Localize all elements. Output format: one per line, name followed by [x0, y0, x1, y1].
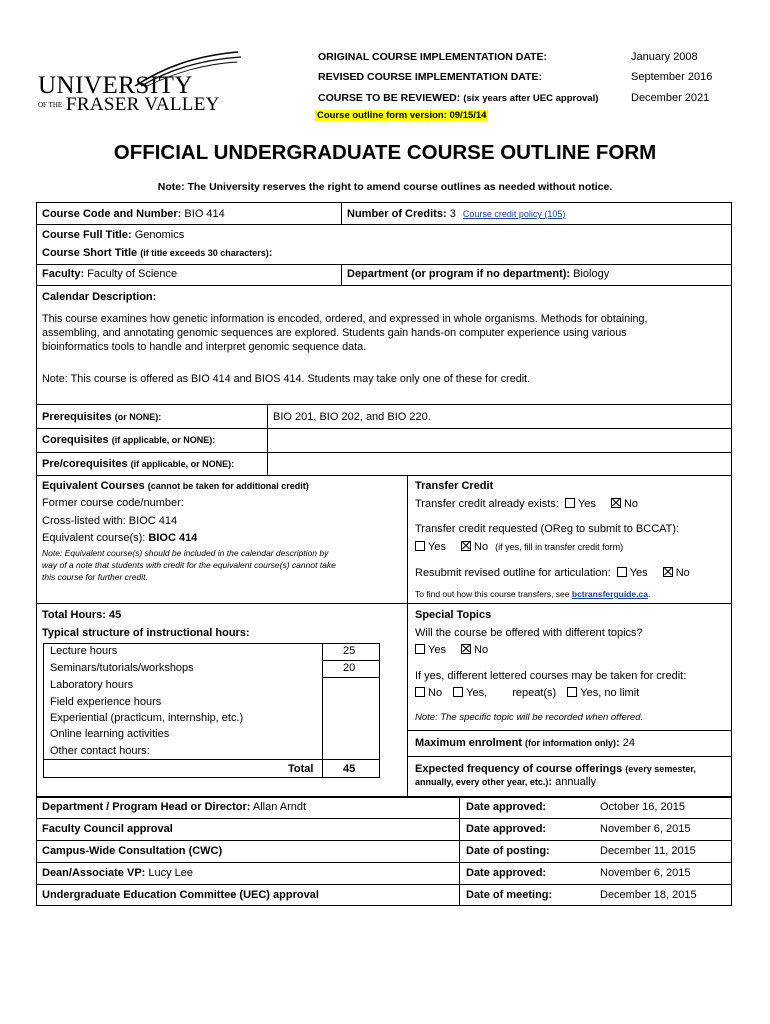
course-code-field	[42, 208, 225, 220]
lettered-yes-label: Yes,	[466, 687, 488, 699]
frequency-note-2: annually, every other year, etc.)	[415, 777, 549, 787]
transfer-guide-row	[415, 589, 650, 599]
transfer-guide-text: To find out how this course transfers, see	[415, 589, 570, 599]
transfer-requested-note: (if yes, fill in transfer credit form)	[495, 542, 624, 552]
department-field	[347, 268, 609, 280]
approval-dept-value: Allan Arndt	[252, 801, 307, 813]
resubmit-no-label: No	[675, 567, 690, 579]
special-yes-label: Yes	[428, 644, 446, 656]
lettered-nolimit-label: Yes, no limit	[580, 687, 640, 699]
hours-row-seminars: Seminars/tutorials/workshops	[50, 662, 194, 674]
calendar-line-2: assembling, and annotating genomic sequences are explored. Students gain hands-on computer experience using various	[42, 327, 627, 339]
transfer-exists-yes-label: Yes	[577, 498, 596, 510]
transfer-exists-no-label: No	[623, 498, 639, 510]
transfer-requested-no-checkbox[interactable]	[461, 541, 471, 551]
frequency-value: annually	[555, 776, 597, 788]
short-title-note: (if title exceeds 30 characters)	[140, 248, 269, 258]
calendar-line-1: This course examines how genetic information is encoded, ordered, and expressed in whole organisms. Methods for obtaining,	[42, 313, 648, 325]
cross-listed: Cross-listed with: BIOC 414	[42, 515, 178, 527]
total-hours-label: Total Hours:	[42, 609, 106, 621]
calendar-description-label: Calendar Description:	[42, 291, 157, 303]
resubmit-no-checkbox[interactable]	[663, 567, 673, 577]
hours-structure-label: Typical structure of instructional hours:	[42, 627, 250, 639]
transfer-credit-label: Transfer Credit	[415, 480, 494, 492]
prerequisites-value: BIO 201, BIO 202, and BIO 220.	[273, 411, 431, 423]
course-code-label: Course Code and Number:	[42, 208, 182, 220]
hours-row-lecture: Lecture hours	[50, 645, 118, 657]
approval-dean-label: Dean/Associate VP:	[42, 867, 146, 879]
lettered-courses-label: If yes, different lettered courses may be taken for credit:	[415, 670, 687, 682]
calendar-line-3: bioinformatics tools to handle and interpret genomic sequence data.	[42, 341, 367, 353]
max-enrolment-value: 24	[622, 737, 636, 749]
approval-faculty-label: Faculty Council approval	[42, 823, 173, 835]
special-no-checkbox[interactable]	[461, 644, 471, 654]
transfer-requested-yes-label: Yes	[428, 541, 446, 553]
bctransferguide-link[interactable]: bctransferguide.ca	[571, 589, 648, 599]
course-code-value: BIO 414	[184, 208, 225, 220]
short-title-label: Course Short Title	[42, 247, 138, 259]
resubmit-row	[415, 567, 690, 579]
full-title-value: Genomics	[134, 229, 185, 241]
lettered-no-checkbox[interactable]	[415, 687, 425, 697]
special-yes-checkbox[interactable]	[415, 644, 425, 654]
university-logo	[38, 48, 243, 118]
transfer-exists-label: Transfer credit already exists:	[415, 498, 559, 510]
max-enrolment-note: (for information only)	[525, 738, 617, 748]
equivalent-course-value: BIOC 414	[148, 532, 198, 544]
form-version: Course outline form version: 09/15/14	[317, 110, 487, 121]
approval-dept-date-value: October 16, 2015	[600, 801, 686, 813]
approval-row-department	[42, 801, 306, 813]
hours-row-experiential: Experiential (practicum, internship, etc.)	[50, 712, 244, 724]
page-title: OFFICIAL UNDERGRADUATE COURSE OUTLINE FORM	[113, 141, 657, 164]
original-date-value: January 2008	[631, 51, 698, 63]
department-label: Department (or program if no department):	[347, 268, 571, 280]
precorequisites-label	[42, 458, 234, 470]
approval-dean-date-value: November 6, 2015	[600, 867, 691, 879]
hours-value-lecture: 25	[343, 645, 356, 657]
equivalent-note-2: way of a note that students with credit for the equivalent course(s) cannot take	[42, 560, 336, 570]
coreq-label-text: Corequisites	[42, 434, 109, 446]
special-topics-question: Will the course be offered with different topics?	[415, 627, 643, 639]
hours-value-seminars: 20	[343, 662, 356, 674]
credits-label: Number of Credits:	[347, 208, 447, 220]
review-date-value: December 2021	[631, 92, 710, 104]
hours-row-laboratory: Laboratory hours	[50, 679, 134, 691]
logo-university-text: UNIVERSITY	[38, 72, 193, 99]
frequency-colon: :	[548, 776, 553, 788]
lettered-no-label: No	[428, 687, 443, 699]
credit-policy-link[interactable]: Course credit policy (105)	[462, 209, 566, 219]
transfer-exists-no-checkbox[interactable]	[611, 498, 621, 508]
special-topics-note: Note: The specific topic will be recorded when offered.	[415, 712, 644, 723]
hours-row-other: Other contact hours:	[50, 745, 150, 757]
review-date-label: COURSE TO BE REVIEWED:	[318, 92, 461, 104]
full-title-label: Course Full Title:	[42, 229, 132, 241]
frequency-field-line1	[415, 763, 696, 775]
faculty-value: Faculty of Science	[87, 268, 178, 280]
lettered-courses-row	[415, 687, 639, 699]
prerequisites-label	[42, 411, 161, 423]
frequency-note: (every semester,	[625, 764, 696, 774]
approval-row-dean	[42, 867, 193, 879]
former-course-code: Former course code/number:	[42, 497, 184, 509]
total-hours-field	[42, 609, 121, 621]
approval-uec-date-value: December 18, 2015	[600, 889, 697, 901]
prereq-label-text: Prerequisites	[42, 411, 112, 423]
coreq-label-note: (if applicable, or NONE):	[111, 435, 216, 445]
short-title-field	[42, 247, 272, 259]
approval-uec-date-label: Date of meeting:	[466, 889, 553, 901]
lettered-repeat-label: repeat(s)	[512, 687, 557, 699]
transfer-exists-yes-checkbox[interactable]	[565, 498, 575, 508]
logo-fraser-valley-text: FRASER VALLEY	[66, 94, 220, 115]
special-no-label: No	[474, 644, 489, 656]
equivalent-note-3: this course for further credit.	[42, 572, 148, 582]
credits-field	[347, 208, 565, 220]
equivalent-courses-label	[42, 480, 309, 492]
approval-faculty-date-value: November 6, 2015	[600, 823, 691, 835]
transfer-exists-row	[415, 498, 638, 510]
transfer-requested-row	[415, 541, 623, 553]
approval-uec-label: Undergraduate Education Committee (UEC) approval	[42, 889, 319, 901]
total-hours-value: 45	[109, 609, 122, 621]
equivalent-course-label: Equivalent course(s):	[42, 532, 146, 544]
prereq-label-note: (or NONE):	[114, 412, 162, 422]
review-date-row	[318, 92, 598, 104]
frequency-label: Expected frequency of course offerings	[415, 763, 623, 775]
short-title-colon: :	[268, 247, 273, 259]
max-enrolment-field	[415, 737, 635, 749]
amend-note: Note: The University reserves the right to amend course outlines as needed without notice.	[157, 181, 613, 193]
max-enrolment-colon: :	[616, 737, 620, 749]
resubmit-yes-label: Yes	[629, 567, 648, 579]
equivalent-label-note: (cannot be taken for additional credit)	[147, 481, 309, 491]
approval-cwc-date-label: Date of posting:	[466, 845, 550, 857]
calendar-note: Note: This course is offered as BIO 414 and BIOS 414. Students may take only one of these for credit.	[42, 373, 531, 385]
review-date-note: (six years after UEC approval)	[463, 93, 599, 104]
approval-cwc-label: Campus-Wide Consultation (CWC)	[42, 845, 223, 857]
resubmit-yes-checkbox[interactable]	[617, 567, 627, 577]
department-value: Biology	[573, 268, 610, 280]
equivalent-note-1: Note: Equivalent course(s) should be included in the calendar description by	[42, 548, 329, 558]
hours-row-field: Field experience hours	[50, 696, 162, 708]
original-date-label: ORIGINAL COURSE IMPLEMENTATION DATE:	[318, 51, 548, 63]
max-enrolment-label: Maximum enrolment	[415, 737, 522, 749]
faculty-label: Faculty:	[42, 268, 85, 280]
precoreq-label-note: (if applicable, or NONE):	[130, 459, 235, 469]
transfer-requested-no-label: No	[474, 541, 489, 553]
precoreq-label-text: Pre/corequisites	[42, 458, 128, 470]
faculty-field	[42, 268, 177, 280]
approval-dept-date-label: Date approved:	[466, 801, 547, 813]
approval-faculty-date-label: Date approved:	[466, 823, 547, 835]
approval-cwc-date-value: December 11, 2015	[600, 845, 696, 857]
approval-dean-date-label: Date approved:	[466, 867, 547, 879]
lettered-yes-checkbox[interactable]	[453, 687, 463, 697]
hours-total-value: 45	[343, 763, 356, 775]
revised-date-label: REVISED COURSE IMPLEMENTATION DATE:	[318, 71, 543, 83]
approval-dean-value: Lucy Lee	[148, 867, 194, 879]
transfer-requested-label: Transfer credit requested (OReg to submit to BCCAT):	[415, 523, 680, 535]
resubmit-label: Resubmit revised outline for articulation:	[415, 567, 611, 579]
equivalent-course-field	[42, 532, 197, 544]
equivalent-label-text: Equivalent Courses	[42, 480, 145, 492]
credits-value: 3	[449, 208, 456, 220]
hours-row-online: Online learning activities	[50, 728, 170, 740]
special-topics-label: Special Topics	[415, 609, 492, 621]
transfer-requested-yes-checkbox[interactable]	[415, 541, 425, 551]
frequency-field-line2	[415, 776, 596, 788]
approval-dept-label: Department / Program Head or Director:	[42, 801, 251, 813]
special-topics-row	[415, 644, 488, 656]
corequisites-label	[42, 434, 215, 446]
revised-date-value: September 2016	[631, 71, 713, 83]
transfer-guide-period: .	[647, 589, 651, 599]
full-title-field	[42, 229, 184, 241]
logo-of-the-text: OF THE	[38, 101, 63, 109]
hours-total-label: Total	[288, 763, 314, 775]
lettered-nolimit-checkbox[interactable]	[567, 687, 577, 697]
